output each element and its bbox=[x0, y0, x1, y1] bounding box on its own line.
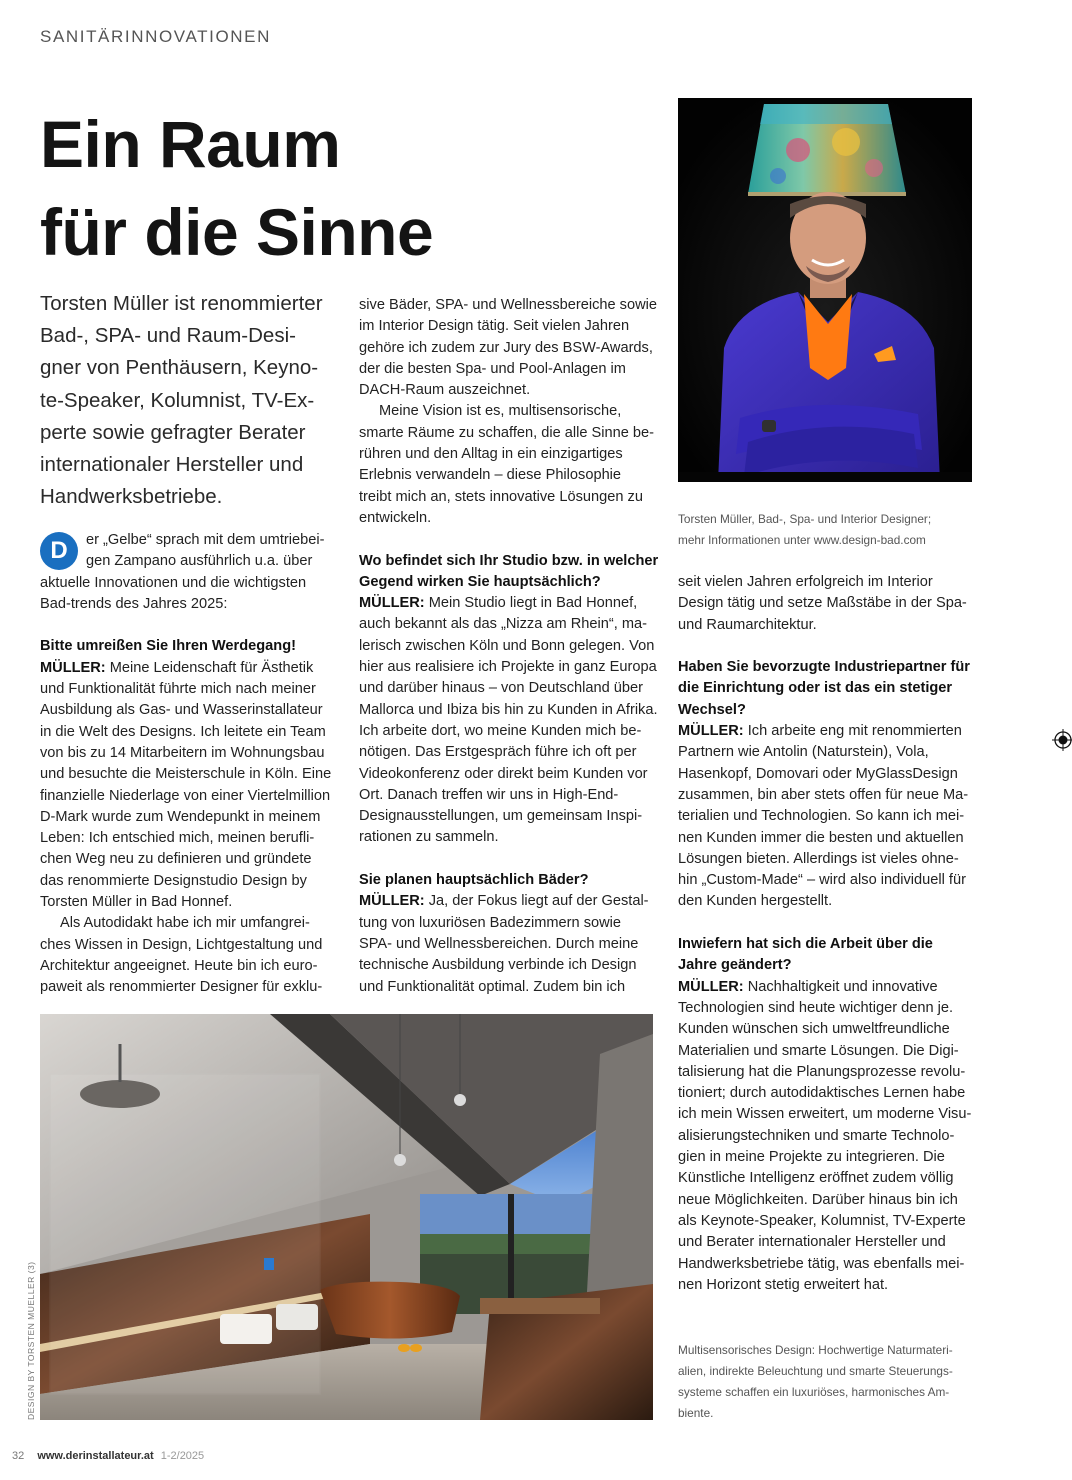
article-column-1 bbox=[40, 530, 334, 999]
interview-question: Haben Sie bevorzugte Industriepartner für bbox=[678, 659, 970, 676]
answer-line: und Funktionalität führte mich nach meiner bbox=[40, 681, 316, 698]
answer-line: Videokonferenz oder direkt beim Kunden vor bbox=[359, 765, 648, 782]
answer-line: entwickeln. bbox=[359, 509, 432, 526]
answer-line: DACH-Raum auszeichnet. bbox=[359, 382, 531, 399]
answer-line: der die besten Spa- und Pool-Anlagen im bbox=[359, 360, 626, 377]
answer-line: gien in meine Projekte zu integrieren. Die bbox=[678, 1149, 945, 1166]
speaker-label: MÜLLER: bbox=[678, 978, 744, 995]
bathroom-photo bbox=[40, 1014, 653, 1420]
answer-line: und Raumarchitektur. bbox=[678, 616, 817, 633]
answer-line: Leben: Ich entschied mich, meinen berufli- bbox=[40, 830, 315, 847]
interview-question: die Einrichtung oder ist das ein stetiger bbox=[678, 680, 953, 697]
answer-line: MÜLLER: Mein Studio liegt in Bad Honnef, bbox=[359, 595, 638, 612]
intro-line: gen Zampano ausführlich u.a. über bbox=[86, 553, 313, 570]
answer-line: und Berater internationaler Hersteller und bbox=[678, 1234, 946, 1251]
answer-line: Architektur angeeignet. Heute bin ich euro- bbox=[40, 957, 318, 974]
answer-line: Torsten Müller in Bad Honnef. bbox=[40, 894, 233, 911]
answer-line: Erlebnis verwandeln – diese Philosophie bbox=[359, 467, 622, 484]
answer-line: auch bekannt als das „Nizza am Rhein“, ma- bbox=[359, 616, 647, 633]
section-label: SANITÄRINNOVATIONEN bbox=[40, 27, 271, 46]
answer-line: SPA- und Wellnessbereichen. Durch meine bbox=[359, 935, 639, 952]
caption-line: systeme schaffen ein luxuriöses, harmonisches Am- bbox=[678, 1385, 950, 1399]
answer-line: Designausstellungen, um gemeinsam Inspi- bbox=[359, 808, 643, 825]
answer-line: terialien und Technologien. So kann ich mei- bbox=[678, 808, 965, 825]
page-footer bbox=[12, 1450, 204, 1462]
speaker-label: MÜLLER: bbox=[359, 893, 425, 910]
caption-line: alien, indirekte Beleuchtung und smarte Steuerungs- bbox=[678, 1364, 953, 1378]
answer-line: MÜLLER: Ich arbeite eng mit renommierten bbox=[678, 723, 962, 740]
title-line-2: für die Sinne bbox=[40, 195, 434, 269]
lead-line: Handwerksbetriebe. bbox=[40, 485, 223, 509]
answer-line: MÜLLER: Meine Leidenschaft für Ästhetik bbox=[40, 659, 314, 676]
answer-line: talisierung hat die Planungsprozesse revolu- bbox=[678, 1063, 966, 1080]
article-column-3 bbox=[678, 572, 972, 1296]
caption-line: biente. bbox=[678, 1406, 714, 1420]
answer-line: das renommierte Designstudio Design by bbox=[40, 872, 307, 889]
answer-line: Mallorca und Ibiza bis hin zu Kunden in Afrika. bbox=[359, 701, 658, 718]
answer-line: Design tätig und setze Maßstäbe in der Spa- bbox=[678, 595, 967, 612]
speaker-label: MÜLLER: bbox=[678, 723, 744, 740]
answer-line: Ort. Danach treffen wir uns in High-End- bbox=[359, 786, 619, 803]
intro-line: aktuelle Innovationen und die wichtigsten bbox=[40, 574, 307, 591]
intro-line: Bad-trends des Jahres 2025: bbox=[40, 595, 228, 612]
answer-line: nötigen. Das Erstgespräch führe ich oft per bbox=[359, 744, 637, 761]
bathroom-caption bbox=[678, 1340, 953, 1424]
answer-line: rühren und den Alltag in ein einzigartiges bbox=[359, 446, 623, 463]
answer-line: hier aus realisiere ich Projekte in ganz Europa bbox=[359, 659, 657, 676]
answer-line: paweit als renommierter Designer für exklu- bbox=[40, 979, 323, 996]
answer-line: technische Ausbildung verbinde ich Design bbox=[359, 957, 637, 974]
answer-line: Künstliche Intelligenz eröffnet zudem völlig bbox=[678, 1170, 954, 1187]
interview-question: Sie planen hauptsächlich Bäder? bbox=[359, 872, 589, 889]
footer-url[interactable]: www.derinstallateur.at bbox=[37, 1450, 154, 1462]
answer-line: neue Möglichkeiten. Darüber hinaus bin ich bbox=[678, 1191, 958, 1208]
answer-line: Lösungen bieten. Allerdings ist vieles ohne- bbox=[678, 850, 959, 867]
answer-line: rationen zu sammeln. bbox=[359, 829, 499, 846]
drop-cap: D bbox=[40, 532, 78, 570]
photo-credit: DESIGN BY TORSTEN MUELLER (3) bbox=[26, 1261, 36, 1420]
answer-line: MÜLLER: Nachhaltigkeit und innovative bbox=[678, 978, 938, 995]
answer-line: Kunden wünschen sich umweltfreundliche bbox=[678, 1021, 950, 1038]
interview-question: Inwiefern hat sich die Arbeit über die bbox=[678, 936, 933, 953]
answer-line: Handwerksbetriebe tätig, was ebenfalls mei- bbox=[678, 1255, 965, 1272]
interview-question: Bitte umreißen Sie Ihren Werdegang! bbox=[40, 638, 296, 655]
answer-line: Partnern wie Antolin (Naturstein), Vola, bbox=[678, 744, 929, 761]
page-title bbox=[40, 100, 640, 276]
interview-question: Gegend wirken Sie hauptsächlich? bbox=[359, 573, 601, 590]
lead-line: internationaler Hersteller und bbox=[40, 453, 304, 477]
intro-block bbox=[40, 530, 334, 615]
answer-line: als Keynote-Speaker, Kolumnist, TV-Experte bbox=[678, 1212, 966, 1229]
speaker-label: MÜLLER: bbox=[40, 659, 106, 676]
answer-line: im Interior Design tätig. Seit vielen Jahren bbox=[359, 318, 630, 335]
answer-line: Ausbildung als Gas- und Wasserinstallateur bbox=[40, 702, 323, 719]
article-column-2 bbox=[359, 295, 659, 998]
answer-line: nen Kunden immer die besten und aktuellen bbox=[678, 829, 964, 846]
answer-line: zusammen, bin aber stets offen für neue Ma- bbox=[678, 786, 969, 803]
answer-line: und darüber hinaus – von Deutschland über bbox=[359, 680, 643, 697]
bathroom-illustration bbox=[40, 1014, 653, 1420]
lead-line: gner von Penthäusern, Keyno- bbox=[40, 356, 319, 380]
answer-line: Meine Vision ist es, multisensorische, bbox=[379, 403, 622, 420]
issue-number: 1-2/2025 bbox=[160, 1450, 205, 1462]
caption-line: mehr Informationen unter www.design-bad.com bbox=[678, 533, 926, 547]
lead-line: Bad-, SPA- und Raum-Desi- bbox=[40, 324, 296, 348]
lead-line: Torsten Müller ist renommierter bbox=[40, 292, 323, 315]
answer-line: und Funktionalität optimal. Zudem bin ich bbox=[359, 978, 626, 995]
speaker-label: MÜLLER: bbox=[359, 595, 425, 612]
answer-line: Technologien sind heute wichtiger denn je. bbox=[678, 999, 954, 1016]
answer-line: chen Weg neu zu definieren und gründete bbox=[40, 851, 312, 868]
title-line-1: Ein Raum bbox=[40, 107, 341, 181]
interview-question: Wo befindet sich Ihr Studio bzw. in welcher bbox=[359, 552, 659, 569]
answer-line: lerisch zwischen Köln und Bonn gelegen. Von bbox=[359, 637, 655, 654]
answer-line: tung von luxuriösen Badezimmern sowie bbox=[359, 914, 622, 931]
caption-line: Torsten Müller, Bad-, Spa- und Interior Designer; bbox=[678, 512, 932, 526]
answer-line: ich mein Wissen erweitert, um moderne Visu- bbox=[678, 1106, 972, 1123]
interview-question: Wechsel? bbox=[678, 701, 746, 718]
portrait-caption bbox=[678, 509, 931, 551]
answer-line: nen Horizont stetig erweitert hat. bbox=[678, 1276, 889, 1293]
answer-line: in die Welt des Designs. Ich leitete ein Team bbox=[40, 723, 326, 740]
lead-line: te-Speaker, Kolumnist, TV-Ex- bbox=[40, 388, 315, 412]
intro-line: er „Gelbe“ sprach mit dem umtriebei- bbox=[86, 532, 325, 548]
page-number: 32 bbox=[12, 1450, 25, 1462]
answer-line: den Kunden hergestellt. bbox=[678, 893, 833, 910]
answer-line: gehöre ich zudem zur Jury des BSW-Awards, bbox=[359, 339, 653, 356]
answer-line: sive Bäder, SPA- und Wellnessbereiche sowie bbox=[359, 297, 657, 313]
lead-line: perte sowie gefragter Berater bbox=[40, 420, 306, 444]
answer-line: von bis zu 14 Mitarbeitern im Wohnungsbau bbox=[40, 744, 325, 761]
portrait-illustration bbox=[678, 98, 972, 482]
answer-line: D-Mark wurde zum Wendepunkt in meinem bbox=[40, 808, 321, 825]
registration-mark-icon bbox=[1052, 729, 1072, 751]
portrait-photo bbox=[678, 98, 972, 482]
answer-line: hin „Custom-Made“ – wird also individuell für bbox=[678, 872, 966, 889]
answer-line: alisierungstechniken und smarte Technolo- bbox=[678, 1127, 955, 1144]
answer-line: Materialien und smarte Lösungen. Die Digi- bbox=[678, 1042, 959, 1059]
interview-question: Jahre geändert? bbox=[678, 957, 792, 974]
answer-line: Als Autodidakt habe ich mir umfangrei- bbox=[60, 915, 310, 932]
caption-line: Multisensorisches Design: Hochwertige Naturmateri- bbox=[678, 1343, 953, 1357]
answer-line: und besuchte die Meisterschule in Köln. Eine bbox=[40, 766, 332, 783]
answer-line: seit vielen Jahren erfolgreich im Interior bbox=[678, 574, 933, 590]
answer-line: MÜLLER: Ja, der Fokus liegt auf der Gestal- bbox=[359, 893, 649, 910]
lead-paragraph bbox=[40, 288, 340, 513]
answer-line: ches Wissen in Design, Lichtgestaltung und bbox=[40, 936, 323, 953]
answer-line: Ich arbeite dort, wo meine Kunden mich be- bbox=[359, 722, 642, 739]
answer-line: treibt mich an, stets innovative Lösungen zu bbox=[359, 488, 643, 505]
answer-line: smarte Räume zu schaffen, die alle Sinne be- bbox=[359, 424, 655, 441]
answer-line: finanzielle Niederlage von einer Viertelmillion bbox=[40, 787, 331, 804]
answer-line: Hasenkopf, Domovari oder MyGlassDesign bbox=[678, 765, 958, 782]
answer-line: tioniert; durch autodidaktisches Lernen habe bbox=[678, 1085, 966, 1102]
